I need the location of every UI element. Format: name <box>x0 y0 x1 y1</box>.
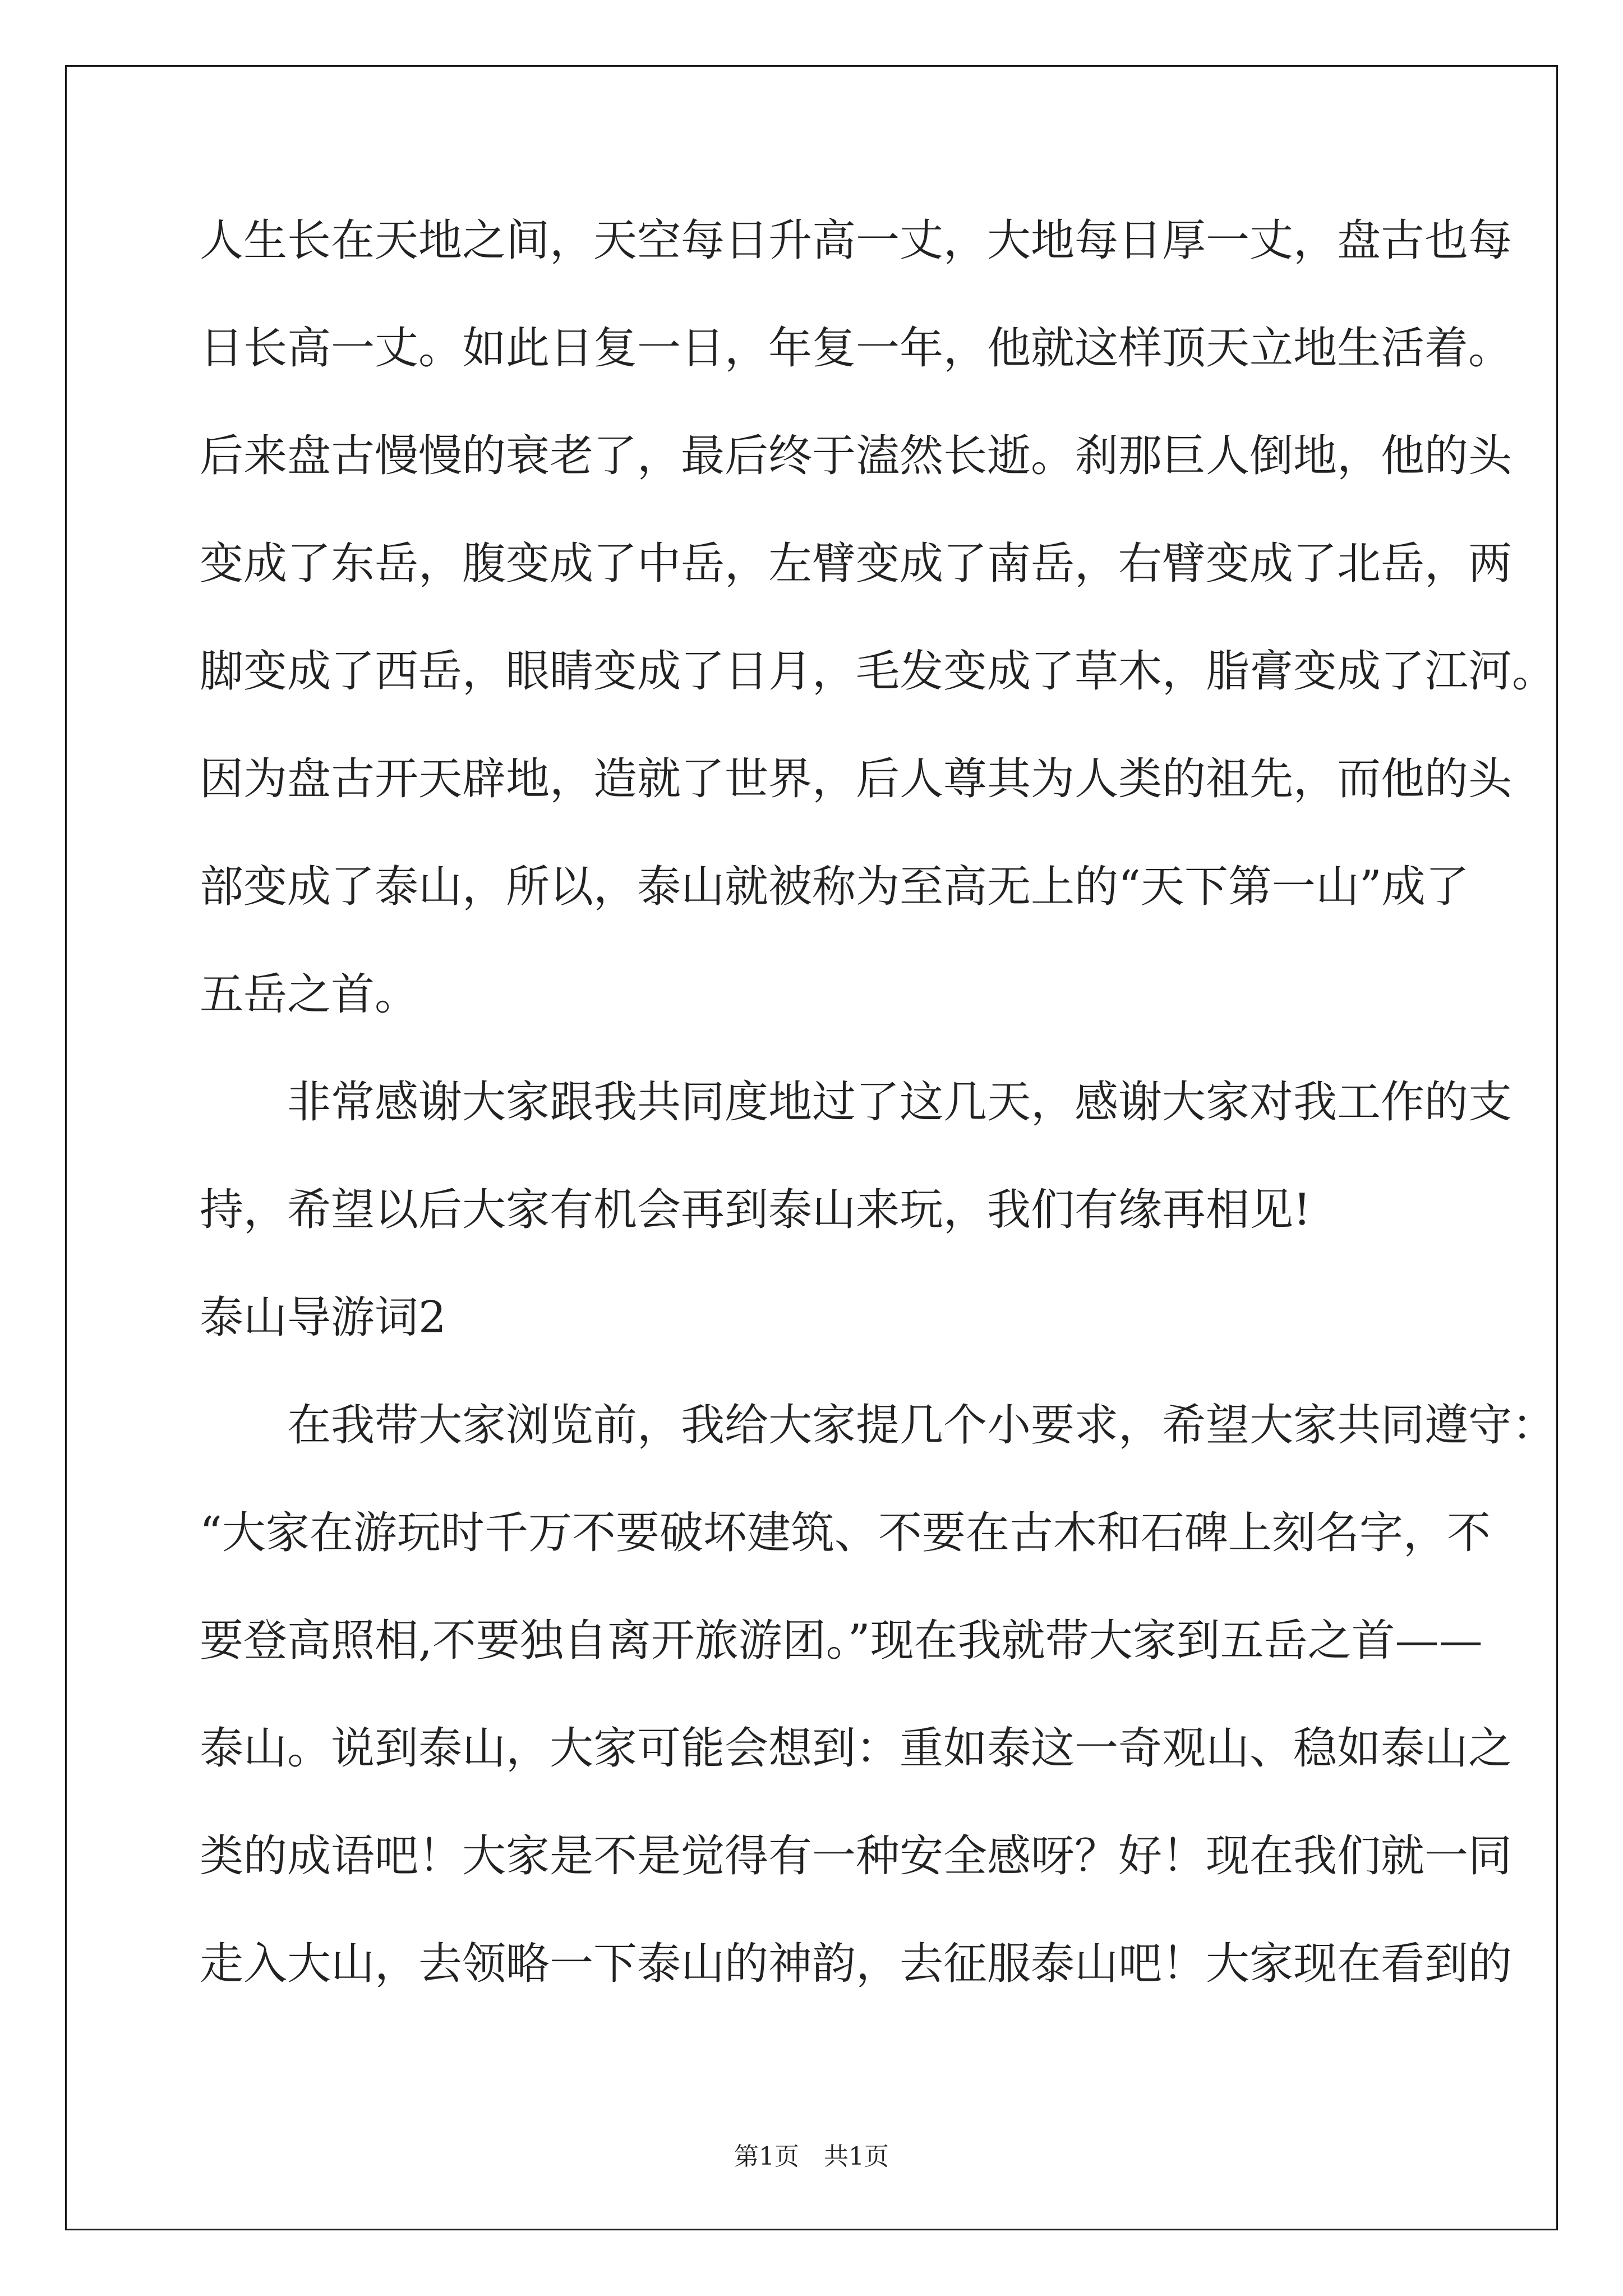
paragraph-start-line: 非常感谢大家跟我共同度地过了这几天，感谢大家对我工作的支 <box>200 1077 1513 1128</box>
section-heading: 泰山导游词2 <box>200 1292 446 1343</box>
text-line: 变成了东岳，腹变成了中岳，左臂变成了南岳，右臂变成了北岳，两 <box>200 539 1513 589</box>
text-line: 部变成了泰山，所以，泰山就被称为至高无上的“天下第一山”成了 <box>200 862 1469 912</box>
text-line: 走入大山，去领略一下泰山的神韵，去征服泰山吧！大家现在看到的 <box>200 1939 1513 1989</box>
text-line: 日长高一丈。如此日复一日，年复一年，他就这样顶天立地生活着。 <box>200 323 1513 374</box>
paragraph-start-line: 在我带大家浏览前，我给大家提几个小要求，希望大家共同遵守： <box>200 1400 1556 1451</box>
text-line: 泰山。说到泰山，大家可能会想到：重如泰这一奇观山、稳如泰山之 <box>200 1723 1513 1774</box>
text-line: 后来盘古慢慢的衰老了，最后终于溘然长逝。刹那巨人倒地，他的头 <box>200 431 1513 481</box>
text-line: 人生长在天地之间，天空每日升高一丈，大地每日厚一丈，盘古也每 <box>200 215 1513 266</box>
text-line: 五岳之首。 <box>200 969 419 1020</box>
text-line: “大家在游玩时千万不要破坏建筑、不要在古木和石碑上刻名字，不 <box>200 1508 1491 1558</box>
text-line: 类的成语吧！大家是不是觉得有一种安全感呀？好！现在我们就一同 <box>200 1831 1513 1881</box>
text-line: 因为盘古开天辟地，造就了世界，后人尊其为人类的祖先，而他的头 <box>200 754 1513 804</box>
text-line: 持，希望以后大家有机会再到泰山来玩，我们有缘再相见! <box>200 1185 1311 1235</box>
page-number-footer: 第1页 共1页 <box>734 2142 889 2171</box>
page-border <box>65 65 1558 2230</box>
text-line: 脚变成了西岳，眼睛变成了日月，毛发变成了草木，脂膏变成了江河。 <box>200 646 1556 697</box>
text-line: 要登高照相,不要独自离开旅游团。”现在我就带大家到五岳之首—— <box>200 1616 1483 1666</box>
